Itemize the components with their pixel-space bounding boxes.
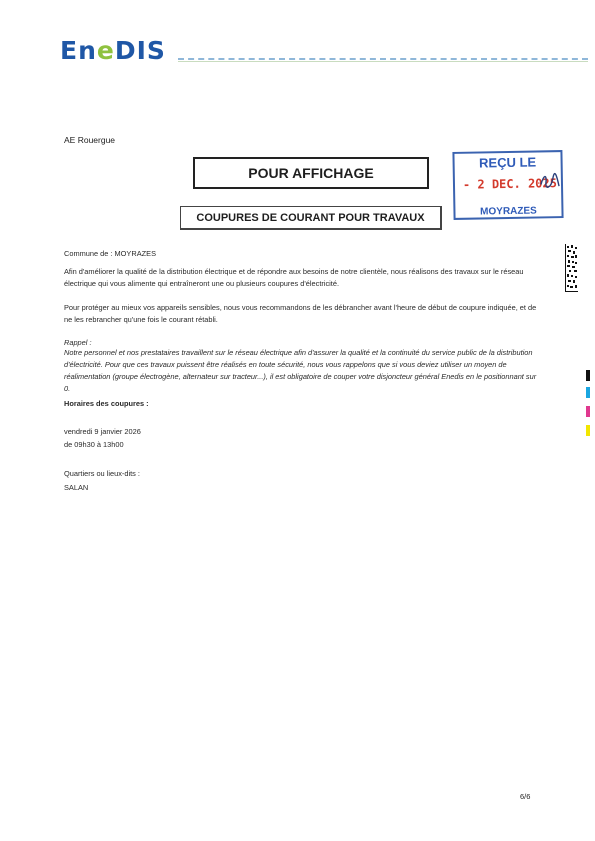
datamatrix-code-icon: [565, 244, 578, 292]
page-number: 6/6: [520, 792, 531, 801]
protect-paragraph: Pour protéger au mieux vos appareils sensibles, nous vous recommandons de les débrancher avant l'heure de début de coupure indiquée, et de ne les rebrancher qu'une fois le courant rétabli.: [64, 303, 537, 324]
enedis-logo: EneDIS: [60, 36, 166, 65]
sender: AE Rouergue: [64, 135, 116, 145]
quartier-value: SALAN: [64, 483, 89, 492]
stamp-place: MOYRAZES: [480, 205, 537, 218]
page-subtitle: COUPURES DE COURANT POUR TRAVAUX: [180, 206, 442, 230]
received-stamp: [452, 150, 563, 220]
rappel-paragraph: Notre personnel et nos prestataires travaillent sur le réseau électrique afin d'assurer la qualité et la continuité du service public de la distribution d'électricité. Pour que ces travaux puissent être réalisés en toute sécurité, nous vous rappelons que si vous deviez utiliser un moyen de réalimentation (groupe électrogène, alternateur sur tracteur...), il est obligatoire de couper votre disjoncteur général Enedis en le positionnant sur 0.: [64, 348, 537, 393]
header-divider: [178, 58, 588, 60]
print-mark-magenta: [586, 406, 590, 417]
quartiers-label: Quartiers ou lieux-dits :: [64, 469, 140, 478]
header-divider-secondary: [178, 61, 588, 62]
stamp-title: REÇU LE: [478, 154, 537, 171]
outage-time: de 09h30 à 13h00: [64, 440, 124, 449]
print-mark-yellow: [586, 425, 590, 436]
outage-date: vendredi 9 janvier 2026: [64, 427, 141, 436]
commune-line: Commune de : MOYRAZES: [64, 249, 157, 258]
page-title: POUR AFFICHAGE: [193, 157, 429, 189]
horaires-label: Horaires des coupures :: [64, 399, 149, 408]
print-mark-cyan: [586, 387, 590, 398]
rappel-label: Rappel :: [64, 338, 92, 347]
intro-paragraph: Afin d'améliorer la qualité de la distribution électrique et de répondre aux besoins de notre clientèle, nous réalisons des travaux sur le réseau électrique qui vous alimente qui entraîneront une ou plusieurs coupures d'électricité.: [64, 267, 524, 288]
handwritten-signature-icon: [539, 172, 561, 190]
print-mark-black: [586, 370, 590, 381]
stamp-date: - 2 DEC. 2025: [462, 176, 558, 192]
